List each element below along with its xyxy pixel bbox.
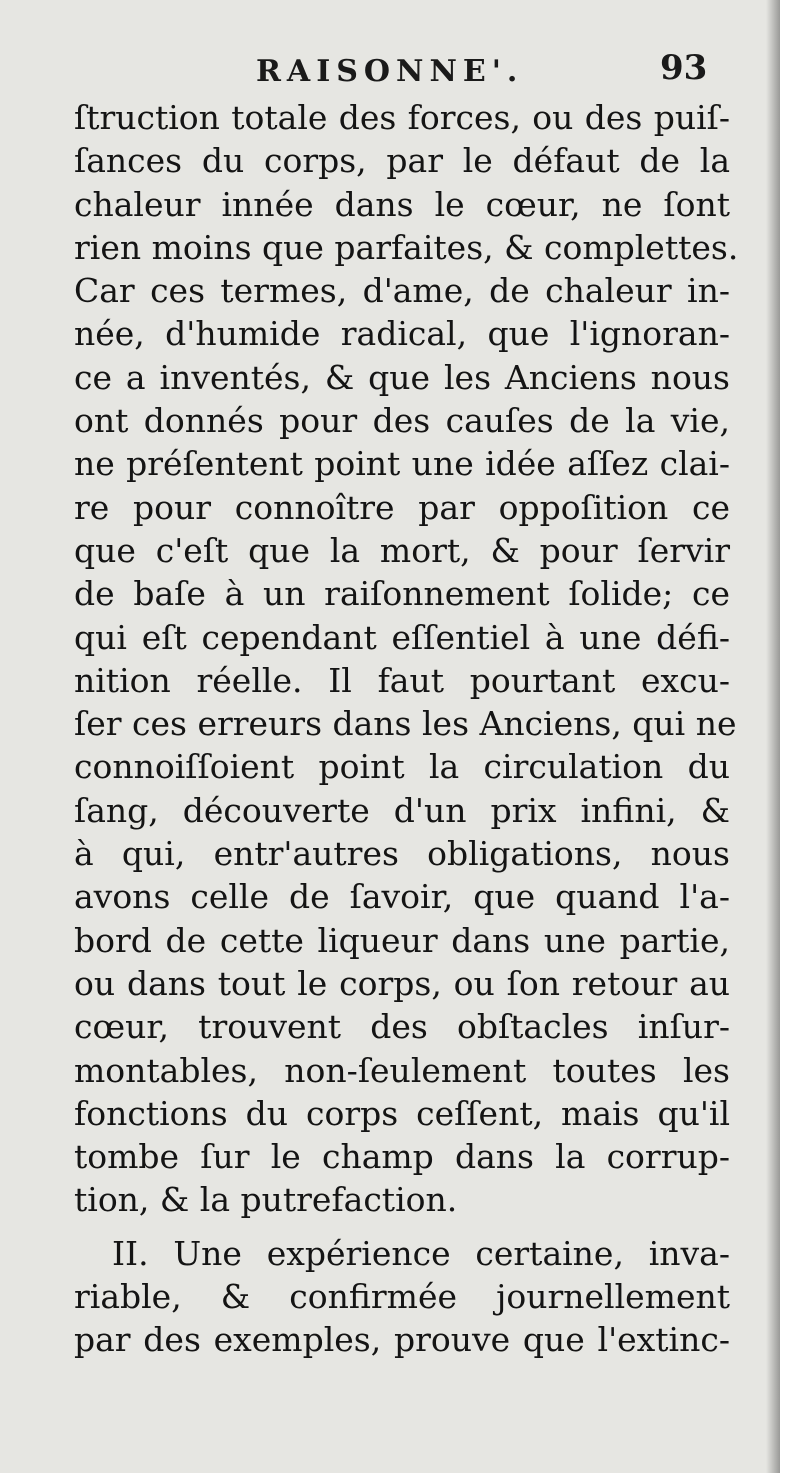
text-line: bord de cette liqueur dans une partie, xyxy=(74,920,730,960)
text-line: montables, non-ſeulement toutes les xyxy=(74,1050,730,1090)
text-line: avons celle de ſavoir, que quand l'a- xyxy=(74,877,730,917)
paragraph-2 xyxy=(74,1232,730,1362)
text-line: fonctions du corps ceſſent, mais qu'il xyxy=(74,1093,730,1133)
text-line: cœur, trouvent des obſtacles inſur- xyxy=(74,1007,730,1047)
text-line: que c'eſt que la mort, & pour ſervir xyxy=(74,530,730,570)
text-line: II. Une expérience certaine, inva- xyxy=(112,1233,730,1273)
text-line: ſang, découverte d'un prix infini, & xyxy=(74,790,730,830)
page-number: 93 xyxy=(660,48,708,88)
text-line: à qui, entr'autres obligations, nous xyxy=(74,834,730,874)
text-line: nition réelle. Il faut pourtant excu- xyxy=(74,660,730,700)
text-line: re pour connoître par oppoſition ce xyxy=(74,487,730,527)
body-text xyxy=(74,96,739,1362)
text-line: chaleur innée dans le cœur, ne ſont xyxy=(74,184,730,224)
text-line: ſtruction totale des forces, ou des puiſ- xyxy=(74,98,730,137)
paragraph-gap xyxy=(74,1222,730,1232)
text-line: par des exemples, prouve que l'extinc- xyxy=(74,1320,730,1360)
text-line: connoiſſoient point la circulation du xyxy=(74,747,730,787)
text-line: ou dans tout le corps, ou ſon retour au xyxy=(74,963,730,1003)
text-line: ſances du corps, par le défaut de la xyxy=(74,141,730,181)
paragraph-1 xyxy=(74,96,739,1222)
text-line: qui eſt cependant eſſentiel à une défi- xyxy=(74,617,730,657)
text-line: riable, & confirmée journellement xyxy=(74,1277,730,1317)
text-line: ce a inventés, & que les Anciens nous xyxy=(74,357,730,397)
text-line: née, d'humide radical, que l'ignoran- xyxy=(74,314,730,354)
text-line: Car ces termes, d'ame, de chaleur in- xyxy=(74,271,730,311)
text-line: ont donnés pour des cauſes de la vie, xyxy=(74,401,730,441)
text-line: rien moins que parfaites, & complettes. xyxy=(74,227,739,267)
page-header xyxy=(0,48,780,94)
text-line: tombe ſur le champ dans la corrup- xyxy=(74,1137,730,1177)
text-line: ne préſentent point une idée aſſez clai- xyxy=(74,444,730,484)
text-line: ſer ces erreurs dans les Anciens, qui ne xyxy=(74,704,737,744)
running-head: RAISONNE'. xyxy=(256,54,524,89)
text-line: tion, & la putrefaction. xyxy=(74,1180,458,1220)
text-line: de baſe à un raiſonnement ſolide; ce xyxy=(74,574,730,614)
